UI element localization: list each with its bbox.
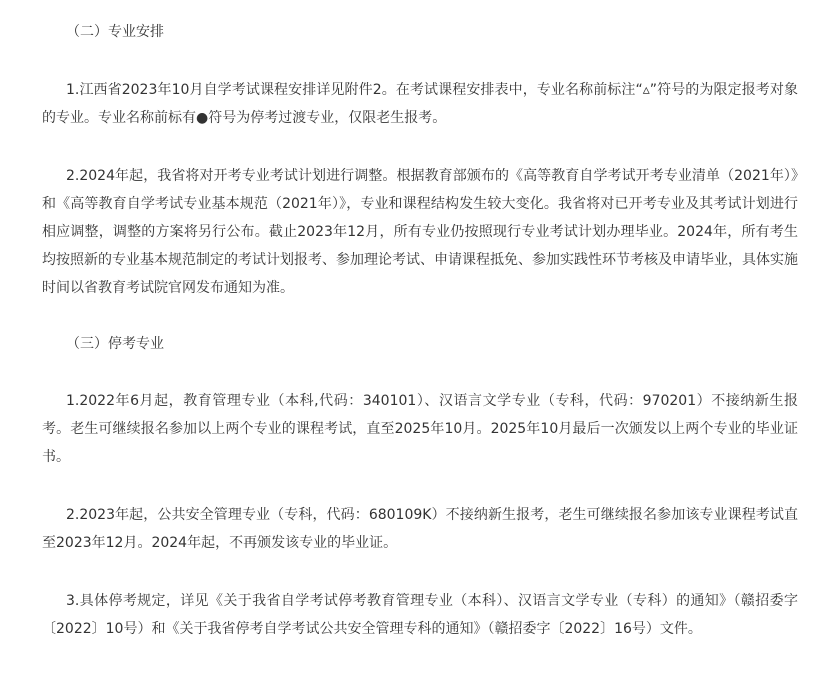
paragraph-discontinued-public-safety: 2.2023年起，公共安全管理专业（专科，代码：680109K）不接纳新生报考，老生可继续报名参加该专业课程考试直至2023年12月。2024年起，不再颁发该专业的毕业证。 [42,507,798,551]
paragraph-plan-adjustment: 2.2024年起，我省将对开考专业考试计划进行调整。根据教育部颁布的《高等教育自学考试开考专业清单（2021年）》和《高等教育自学考试专业基本规范（2021年）》，专业和课程结构发生较大变化。我省将对已开考专业及其考试计划进行相应调整，调整的方案将另行公布。截止2023年12月，所有专业仍按照现行专业考试计划办理毕业。2024年，所有考生均按照新的专业基本规范制定的考试计划报考、参加理论考试、申请课程抵免、参加实践性环节考核及申请毕业，具体实施时间以省教育考试院官网发布通知为准。 [42,168,798,296]
paragraph-discontinuation-rules: 3.具体停考规定，详见《关于我省自学考试停考教育管理专业（本科）、汉语言文学专业（专科）的通知》（赣招委字〔2022〕10号）和《关于我省停考自学考试公共安全管理专科的通知》（赣招委字〔2022〕16号）文件。 [42,593,798,637]
section-heading-major-arrangement: （二）专业安排 [66,24,164,40]
paragraph-course-schedule: 1.江西省2023年10月自学考试课程安排详见附件2。在考试课程安排表中，专业名称前标注“▵”符号的为限定报考对象的专业。专业名称前标有●符号为停考过渡专业，仅限老生报考。 [42,82,798,126]
section-heading-discontinued-majors: （三）停考专业 [66,336,164,352]
paragraph-discontinued-education-chinese: 1.2022年6月起，教育管理专业（本科,代码：340101）、汉语言文学专业（专科，代码：970201）不接纳新生报考。老生可继续报名参加以上两个专业的课程考试，直至2025年10月。2025年10月最后一次颁发以上两个专业的毕业证书。 [42,393,798,465]
